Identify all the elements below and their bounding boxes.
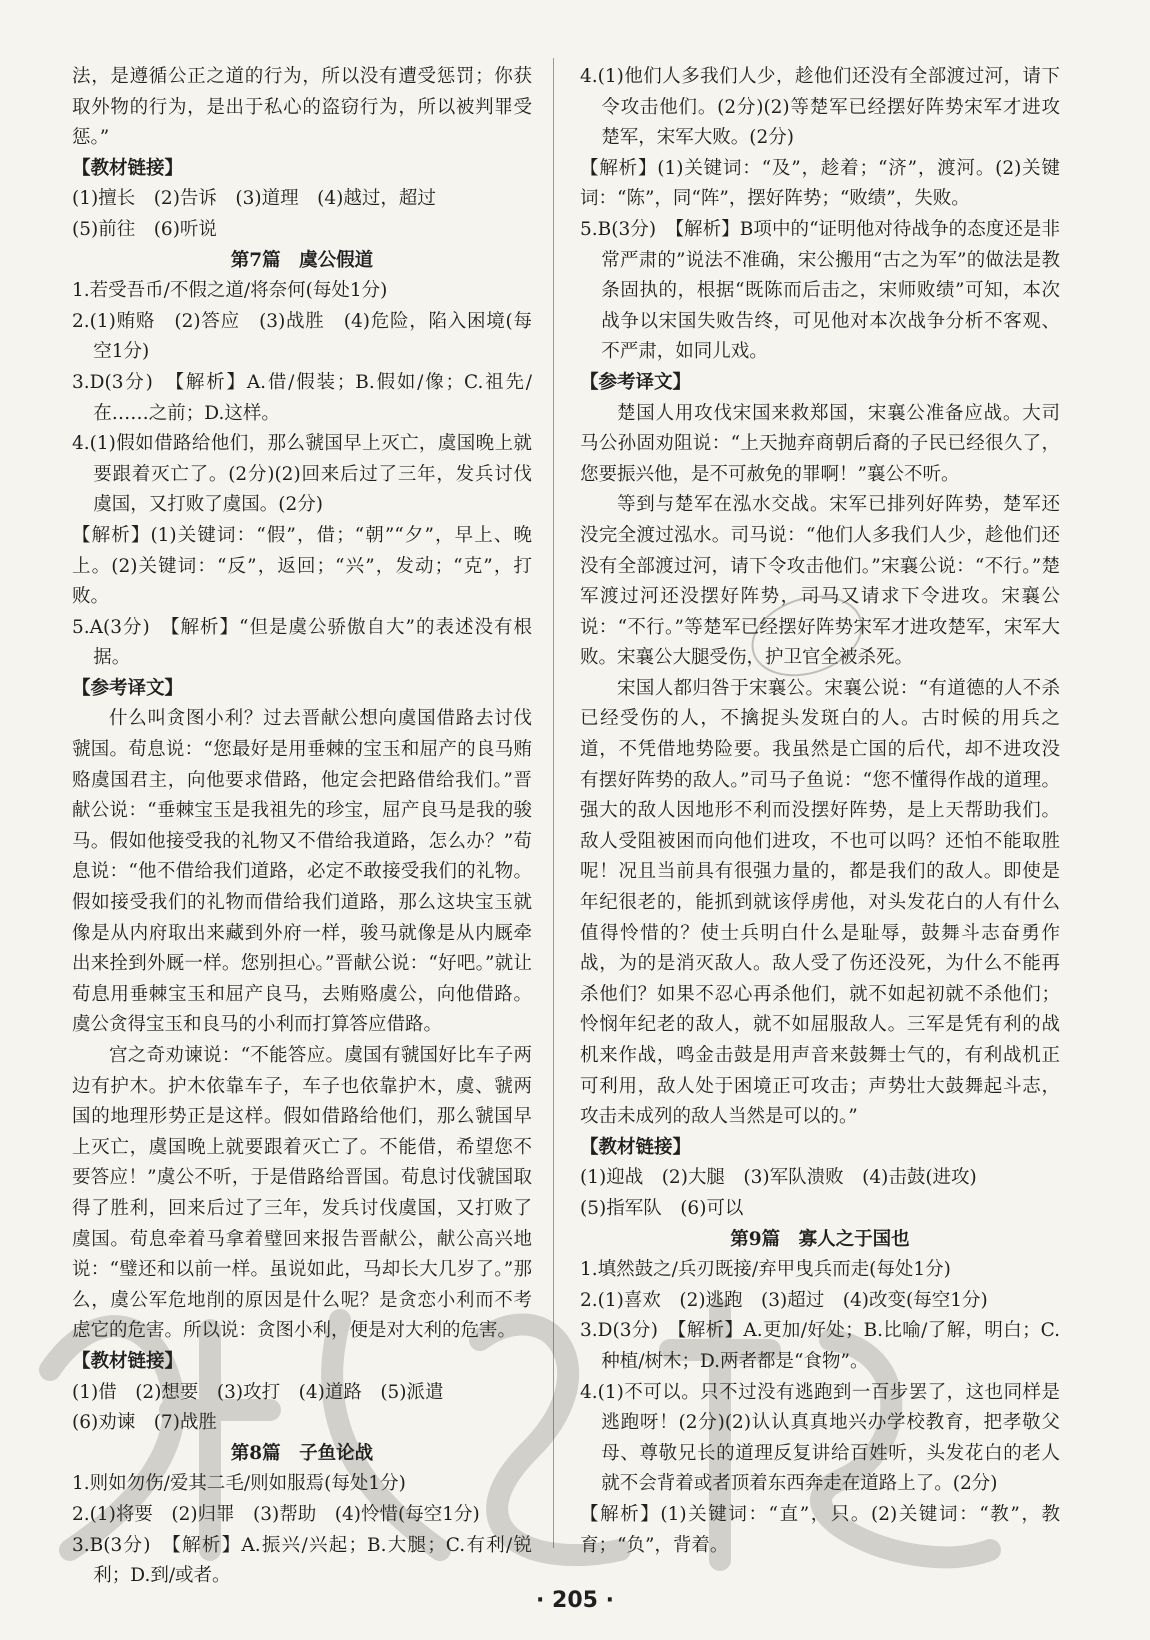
answer-item: 2.(1)将要 (2)归罪 (3)帮助 (4)怜惜(每空1分) <box>72 1503 480 1525</box>
answer-item: 3.D(3分) 【解析】A.更加/好处；B.比喻/了解，明白；C.种植/树木；D.两者都是“食物”。 <box>580 1320 1060 1372</box>
answer-item: 1.填然鼓之/兵刃既接/弃甲曳兵而走(每处1分) <box>580 1259 951 1281</box>
answer-item: 2.(1)贿赂 (2)答应 (3)战胜 (4)危险，陷入困境(每空1分) <box>72 310 532 363</box>
column-divider <box>553 58 554 1548</box>
paragraph: 等到与楚军在泓水交战。宋军已排列好阵势，楚军还没完全渡过泓水。司马说：“他们人多我们人少，趁他们还没有全部渡过河，请下令攻击他们。”宋襄公说：“不行。”楚军渡过河还没摆好阵势，司马又请求下令进攻。宋襄公说：“不行。”等楚军已经摆好阵势宋军才进攻楚军，宋军大败。宋襄公大腿受伤，护卫官全被杀死。 <box>580 494 1060 669</box>
answer-item: 4.(1)不可以。只不过没有逃跑到一百步罢了，这也同样是逃跑呀！(2分)(2)认认真真地兴办学校教育，把孝敬父母、尊敬兄长的道理反复讲给百姓听，头发花白的老人就不会背着或者顶着东西奔走在道路上了。(2分) <box>580 1381 1060 1495</box>
answer-item: 5.A(3分) 【解析】“但是虞公骄傲自大”的表述没有根据。 <box>72 616 532 669</box>
paragraph: 法，是遵循公正之道的行为，所以没有遭受惩罚；你获取外物的行为，是出于私心的盗窃行为，所以被判罪受惩。” <box>72 66 532 149</box>
section-number: 第9篇 <box>730 1228 781 1250</box>
section-heading: 【参考译文】 <box>72 677 184 699</box>
paragraph: 楚国人用攻伐宋国来救郑国，宋襄公准备应战。大司马公孙固劝阻说：“上天抛弃商朝后裔的子民已经很久了，您要振兴他，是不可赦免的罪啊！”襄公不听。 <box>580 402 1060 485</box>
paragraph: 【解析】(1)关键词：“直”，只。(2)关键词：“教”，教育；“负”，背着。 <box>580 1503 1060 1556</box>
section-name: 虞公假道 <box>299 249 374 271</box>
paragraph: 什么叫贪图小利？过去晋献公想向虞国借路去讨伐虢国。荀息说：“您最好是用垂棘的宝玉和屈产的良马贿赂虞国君主，向他要求借路，他定会把路借给我们。”晋献公说：“垂棘宝玉是我祖先的珍宝，屈产良马是我的骏马。假如他接受我的礼物又不借给我道路，怎么办？”荀息说：“他不借给我们道路，必定不敢接受我们的礼物。假如接受我们的礼物而借给我们道路，那么这块宝玉就像是从内府取出来藏到外府一样，骏马就像是从内厩牵出来拴到外厩一样。您别担心。”晋献公说：“好吧。”就让荀息用垂棘宝玉和屈产良马，去贿赂虞公，向他借路。虞公贪得宝玉和良马的小利而打算答应借路。 <box>72 708 532 1036</box>
section-heading: 【教材链接】 <box>72 157 184 179</box>
answer-item: 4.(1)假如借路给他们，那么虢国早上灭亡，虞国晚上就要跟着灭亡了。(2分)(2)回来后过了三年，发兵讨伐虞国，又打败了虞国。(2分) <box>72 433 532 516</box>
page-number: · 205 · <box>536 1588 614 1613</box>
answer-item: 3.B(3分) 【解析】A.振兴/兴起；B.大腿；C.有利/锐利；D.到/或者。 <box>72 1534 532 1587</box>
answer-item: 1.则如勿伤/爱其二毛/则如服焉(每处1分) <box>72 1473 406 1495</box>
section-name: 子鱼论战 <box>299 1442 374 1464</box>
paragraph: 宫之奇劝谏说：“不能答应。虞国有虢国好比车子两边有护木。护木依靠车子，车子也依靠护木，虞、虢两国的地理形势正是这样。假如借路给他们，那么虢国早上灭亡，虞国晚上就要跟着灭亡了。不能借，希望您不要答应！”虞公不听，于是借路给晋国。荀息讨伐虢国取得了胜利，回来后过了三年，发兵讨伐虞国，又打败了虞国。荀息牵着马拿着璧回来报告晋献公，献公高兴地说：“璧还和以前一样。虽说如此，马却长大几岁了。”那么，虞公军危地削的原因是什么呢？是贪恋小利而不考虑它的危害。所以说：贪图小利，便是对大利的危害。 <box>72 1045 532 1342</box>
paragraph: 宋国人都归咎于宋襄公。宋襄公说：“有道德的人不杀已经受伤的人，不擒捉头发斑白的人。古时候的用兵之道，不凭借地势险要。我虽然是亡国的后代，却不进攻没有摆好阵势的敌人。”司马子鱼说：“您不懂得作战的道理。强大的敌人因地形不利而没摆好阵势，是上天帮助我们。敌人受阻被困而向他们进攻，不也可以吗？还怕不能取胜呢！况且当前具有很强力量的，都是我们的敌人。即使是年纪很老的，能抓到就该俘虏他，对头发花白的人有什么值得怜惜的？使士兵明白什么是耻辱，鼓舞斗志奋勇作战，为的是消灭敌人。敌人受了伤还没死，为什么不能再杀他们？如果不忍心再杀他们，就不如起初就不杀他们；怜悯年纪老的敌人，就不如屈服敌人。三军是凭有利的战机来作战，鸣金击鼓是用声音来鼓舞士气的，有利战机正可利用，敌人处于困境正可攻击；声势壮大鼓舞起斗志，攻击未成列的敌人当然是可以的。” <box>580 677 1060 1128</box>
section-name: 寡人之于国也 <box>798 1228 910 1250</box>
section-number: 第8篇 <box>230 1442 281 1464</box>
section-number: 第7篇 <box>230 249 281 271</box>
answer-item: 1.若受吾币/不假之道/将奈何(每处1分) <box>72 280 388 302</box>
paragraph: (6)劝谏 (7)战胜 <box>72 1412 217 1434</box>
section-heading: 【教材链接】 <box>72 1350 184 1372</box>
section-heading: 【教材链接】 <box>580 1136 692 1158</box>
answer-item: 2.(1)喜欢 (2)逃跑 (3)超过 (4)改变(每空1分) <box>580 1289 988 1311</box>
paragraph: (1)借 (2)想要 (3)攻打 (4)道路 (5)派遣 <box>72 1381 444 1403</box>
paragraph: (1)迎战 (2)大腿 (3)军队溃败 (4)击鼓(进攻) <box>580 1167 977 1189</box>
paragraph: (1)擅长 (2)告诉 (3)道理 (4)越过，超过 <box>72 188 436 210</box>
paragraph: 【解析】(1)关键词：“及”，趁着；“济”，渡河。(2)关键词：“陈”，同“阵”，摆好阵势；“败绩”，失败。 <box>580 157 1060 210</box>
answer-item: 4.(1)他们人多我们人少，趁他们还没有全部渡过河，请下令攻击他们。(2分)(2)等楚军已经摆好阵势宋军才进攻楚军，宋军大败。(2分) <box>580 66 1060 149</box>
left-column <box>72 62 532 1592</box>
section-title <box>580 1225 1060 1256</box>
answer-item: 3.D(3分) 【解析】A.借/假装；B.假如/像；C.祖先/在……之前；D.这样。 <box>72 371 532 424</box>
answer-item: 5.B(3分) 【解析】B项中的“证明他对待战争的态度还是非常严肃的”说法不准确，宋公搬用“古之为军”的做法是教条固执的，根据“既陈而后击之，宋师败绩”可知，本次战争以宋国失败告终，可见他对本次战争分析不客观、不严肃，如同儿戏。 <box>580 218 1060 363</box>
paragraph: (5)前往 (6)听说 <box>72 218 217 240</box>
right-column <box>580 62 1060 1561</box>
paragraph: (5)指军队 (6)可以 <box>580 1197 744 1219</box>
section-title <box>72 246 532 277</box>
paragraph: 【解析】(1)关键词：“假”，借；“朝”“夕”，早上、晚上。(2)关键词：“反”，返回；“兴”，发动；“克”，打败。 <box>72 524 532 608</box>
section-heading: 【参考译文】 <box>580 371 692 393</box>
section-title <box>72 1439 532 1470</box>
